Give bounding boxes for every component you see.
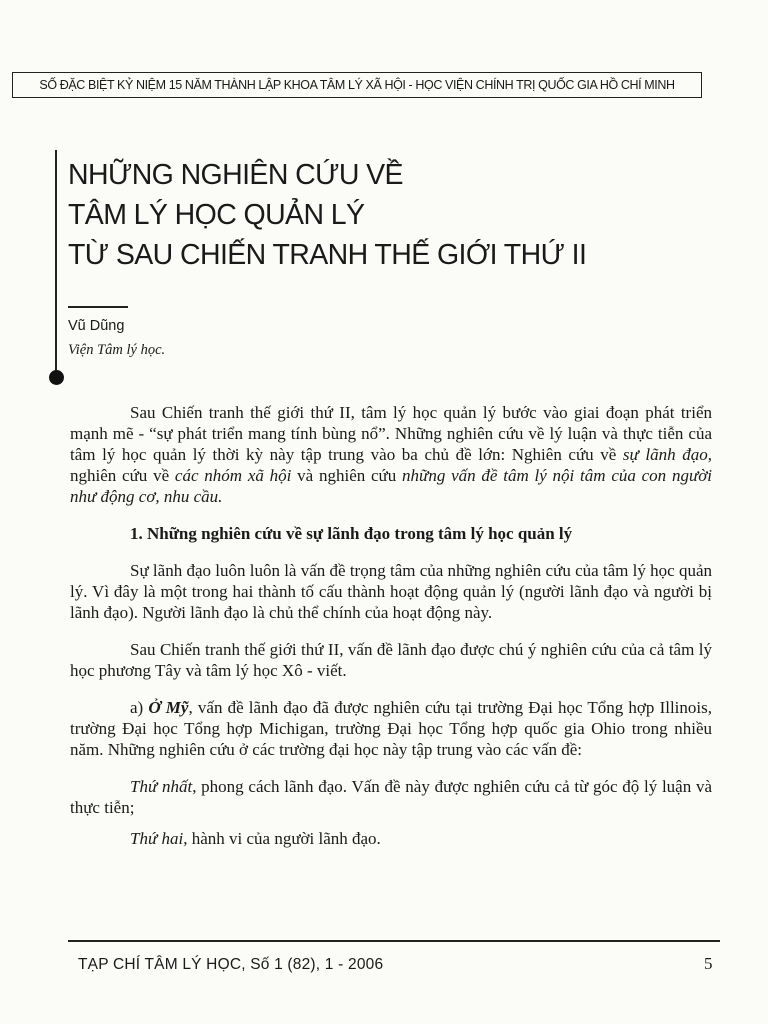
article-title xyxy=(68,155,586,275)
title-line-3: TỪ SAU CHIẾN TRANH THẾ GIỚI THỨ II xyxy=(68,239,587,271)
author-name: Vũ Dũng xyxy=(68,318,125,334)
paragraph: a) Ở Mỹ, vấn đề lãnh đạo đã được nghiên cứu tại trường Đại học Tổng hợp Illinois, trường Đại học Tổng hợp Michigan, trường Đại học Tổng hợp quốc gia Ohio trong nhiều năm. Những nghiên cứu ở các trường đại học này tập trung vào các vấn đề: xyxy=(70,698,712,759)
paragraph: Sự lãnh đạo luôn luôn là vấn đề trọng tâm của những nghiên cứu của tâm lý học quản lý. Vì đây là một trong hai thành tố cấu thành hoạt động quản lý (người lãnh đạo và người bị lãnh đạo). Người lãnh đạo là chủ thể chính của hoạt động này. xyxy=(70,561,712,622)
section-heading: 1. Những nghiên cứu về sự lãnh đạo trong tâm lý học quản lý xyxy=(130,524,573,543)
paragraph: Sau Chiến tranh thế giới thứ II, vấn đề lãnh đạo được chú ý nghiên cứu của cả tâm lý học phương Tây và tâm lý học Xô - viết. xyxy=(70,640,712,680)
bullet-dot xyxy=(49,370,64,385)
banner-text: SỐ ĐẶC BIỆT KỶ NIỆM 15 NĂM THÀNH LẬP KHOA TÂM LÝ XÃ HỘI - HỌC VIỆN CHÍNH TRỊ QUỐC GIA HỒ CHÍ MINH xyxy=(39,78,675,92)
intro-paragraph: Sau Chiến tranh thế giới thứ II, tâm lý học quản lý bước vào giai đoạn phát triển mạnh mẽ - “sự phát triển mang tính bùng nổ”. Những nghiên cứu về lý luận và thực tiễn của tâm lý học quản lý thời kỳ này tập trung vào ba chủ đề lớn: Nghiên cứu về sự lãnh đạo, nghiên cứu về các nhóm xã hội và nghiên cứu những vấn đề tâm lý nội tâm của con người như động cơ, nhu cầu. xyxy=(70,403,713,506)
page-number: 5 xyxy=(704,954,713,973)
special-issue-banner xyxy=(12,72,702,98)
title-vertical-rule xyxy=(55,150,57,380)
footer-rule xyxy=(68,940,720,942)
title-line-2: TÂM LÝ HỌC QUẢN LÝ xyxy=(68,199,365,231)
journal-citation: TẠP CHÍ TÂM LÝ HỌC, Số 1 (82), 1 - 2006 xyxy=(78,956,384,973)
paragraph: Thứ nhất, phong cách lãnh đạo. Vấn đề này được nghiên cứu cả từ góc độ lý luận và thực tiễn; xyxy=(70,777,712,817)
author-affiliation: Viện Tâm lý học. xyxy=(68,342,166,358)
title-line-1: NHỮNG NGHIÊN CỨU VỀ xyxy=(68,159,403,191)
article-body xyxy=(70,402,712,865)
paragraph: Thứ hai, hành vi của người lãnh đạo. xyxy=(130,829,381,848)
author-rule xyxy=(68,306,128,308)
